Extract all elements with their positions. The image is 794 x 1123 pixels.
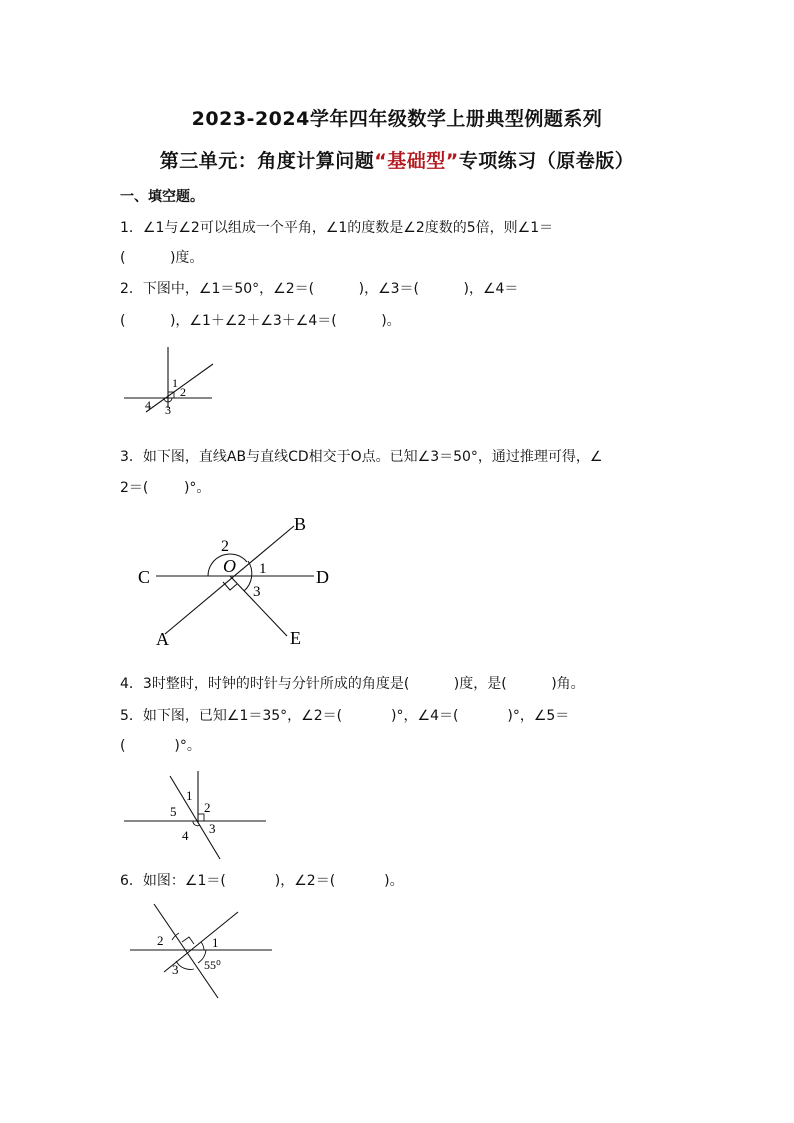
question-3-line-2: 2＝( )°。 [120, 480, 211, 496]
document-title: 2023-2024学年四年级数学上册典型例题系列 [191, 108, 603, 130]
question-3-line-1: 3．如下图，直线AB与直线CD相交于O点。已知∠3＝50°，通过推理可得，∠ [120, 449, 603, 465]
angle-label-3: 3 [253, 584, 261, 600]
question-4-line-1: 4．3时整时，时钟的时针与分针所成的角度是( )度，是( )角。 [120, 676, 585, 692]
slanted-line-1 [154, 904, 218, 998]
angle-label-2: 2 [180, 385, 186, 399]
subtitle-suffix: 专项练习（原卷版） [458, 150, 635, 172]
angle-label-1: 1 [172, 376, 178, 390]
angle-label-3: 3 [172, 962, 179, 977]
angle-label-4: 4 [145, 398, 151, 412]
question-1-line-1: 1．∠1与∠2可以组成一个平角，∠1的度数是∠2度数的5倍，则∠1＝ [120, 220, 554, 236]
angle-label-1: 1 [212, 935, 219, 950]
line-ab [165, 526, 294, 634]
angle-label-5: 5 [170, 804, 177, 819]
question-1-line-2: ( )度。 [120, 250, 204, 266]
angle-3-arc [176, 961, 194, 969]
question-5-line-2: ( )°。 [120, 738, 201, 754]
subtitle-prefix: 第三单元：角度计算问题 [159, 150, 375, 172]
angle-label-55: 55⁰ [204, 958, 221, 972]
angle-label-2: 2 [221, 538, 229, 555]
point-label-b: B [294, 514, 307, 534]
point-label-o: O [223, 556, 236, 576]
angle-label-1: 1 [259, 561, 267, 577]
section-heading: 一、填空题。 [120, 189, 204, 205]
subtitle-highlight: “基础型” [374, 150, 459, 172]
point-label-d: D [316, 567, 329, 587]
angle-label-2: 2 [204, 800, 211, 815]
angle-label-4: 4 [182, 828, 189, 843]
point-label-c: C [138, 567, 151, 587]
question-2-line-1: 2．下图中，∠1＝50°，∠2＝( )，∠3＝( )，∠4＝ [120, 281, 519, 297]
slanted-line [170, 776, 220, 859]
question-2-figure [120, 342, 220, 418]
point-label-a: A [156, 629, 169, 649]
angle-label-3: 3 [209, 821, 216, 836]
right-angle-mark [198, 814, 204, 821]
question-6-figure [120, 898, 280, 1002]
question-2-line-2: ( )，∠1＋∠2＋∠3＋∠4＝( )。 [120, 313, 401, 329]
question-5-figure [120, 768, 270, 860]
document-subtitle [0, 146, 794, 173]
angle-label-3: 3 [165, 403, 171, 417]
question-5-line-1: 5．如下图，已知∠1＝35°，∠2＝( )°，∠4＝( )°，∠5＝ [120, 708, 570, 724]
angle-label-2: 2 [157, 933, 164, 948]
angle-label-1: 1 [186, 788, 193, 803]
right-angle-mark [182, 937, 194, 944]
question-3-figure [130, 508, 350, 654]
question-6-line-1: 6．如图：∠1＝( )，∠2＝( )。 [120, 873, 404, 889]
angle-1-arc [201, 942, 204, 950]
point-label-e: E [290, 628, 301, 648]
